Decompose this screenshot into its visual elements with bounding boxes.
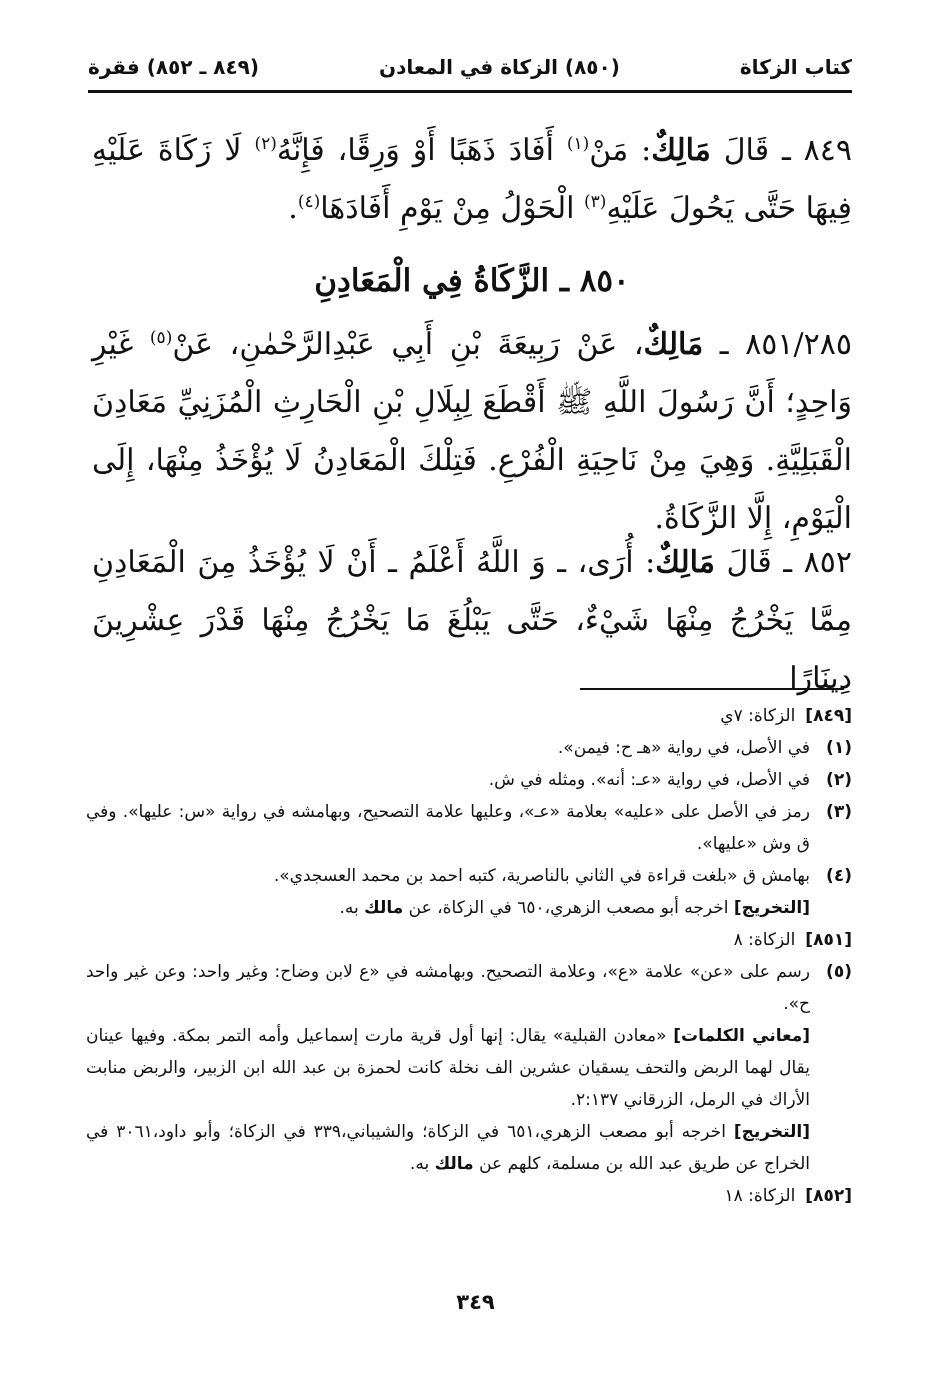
footnote-ref: (١) (566, 134, 590, 154)
header-paragraph-range: (٨٤٩ ـ ٨٥٢) فقرة (88, 55, 260, 79)
footnote-3 (86, 796, 852, 860)
footnote-number: (٢) (826, 770, 852, 790)
footnote-ref: (٤) (297, 192, 321, 212)
paragraph-849: ٨٤٩ ـ قَالَ مَالِكٌ: مَنْ$^{(١)}$ أَفَادَ ذَهَبًا أَوْ وَرِقًا، فَإِنَّهُ$^{(٢)}$ لَا زَكَاةَ عَلَيْهِ فِيهَا حَتَّى يَحُولَ عَلَيْهِ$^{(٣)}$ الْحَوْلُ مِنْ يَوْمِ أَفَادَهَا$^{(٤)}$. (92, 133, 852, 226)
footnotes (86, 700, 852, 1212)
paragraph-number: ٨٤٩ ـ (781, 133, 852, 168)
header-chapter-title: (٨٥٠) الزكاة في المعادن (379, 55, 620, 79)
footnote-ref: (٥) (149, 328, 173, 348)
author-name: مَالِكٌ (651, 133, 711, 168)
word-meanings-label: [معاني الكلمات] (673, 1026, 810, 1046)
running-header (88, 44, 852, 93)
footnote-number: (٣) (826, 802, 852, 822)
footnote-text: في الأصل، في رواية «عـ: أنه». ومثله في ش. (488, 770, 810, 790)
footnote-number: (١) (826, 738, 852, 758)
note-marker: [٨٥١] (805, 930, 852, 950)
footnote-1 (86, 732, 852, 764)
note-852-header (86, 1180, 852, 1212)
header-book-title: كتاب الزكاة (739, 55, 852, 79)
page-number: ٣٤٩ (456, 1290, 495, 1314)
footnote-text: في الأصل، في رواية «هـ ح: فيمن». (557, 738, 810, 758)
note-marker: [٨٥٢] (805, 1186, 852, 1206)
note-marker: [٨٤٩] (805, 706, 852, 726)
footnote-5 (86, 956, 852, 1020)
takhrij-label: [التخريج] (733, 1122, 810, 1142)
note-reference: الزكاة: ٨ (733, 930, 796, 950)
paragraph-851: ٨٥١/٢٨٥ ـ مَالِكٌ، عَنْ رَبِيعَةَ بْنِ أَبِي عَبْدِالرَّحْمٰنِ، عَنْ$^{(٥)}$ غَيْرِ وَاحِدٍ؛ أَنَّ رَسُولَ اللَّهِ ﷺ أَقْطَعَ لِبِلَالِ بْنِ الْحَارِثِ الْمُزَنِيِّ مَعَادِنَ الْقَبَلِيَّةِ. وَهِيَ مِنْ نَاحِيَةِ الْفُرْعِ. فَتِلْكَ الْمَعَادِنُ لَا يُؤْخَذُ مِنْهَا، إِلَى الْيَوْمِ، إِلَّا الزَّكَاةُ. (92, 327, 852, 536)
note-849-header (86, 700, 852, 732)
note-reference: الزكاة: ١٨ (724, 1186, 796, 1206)
footnote-2 (86, 764, 852, 796)
footnote-text: رمز في الأصل على «عليه» بعلامة «عـ»، وعليها علامة التصحيح، وبهامشه في رواية «س: عليها». وفي ق وش «عليها». (86, 802, 810, 854)
note-851-header (86, 924, 852, 956)
takhrij-849: [التخريج] اخرجه أبو مصعب الزهري،٦٥٠ في الزكاة، عن مالك به. (339, 898, 810, 918)
word-meanings: [معاني الكلمات] «معادن القبلية» يقال: إنها أول قرية مارت إسماعيل وأمه التمر بمكة. وفيها عينان يقال لهما الربض والتحف يسقيان عشرين الف نخلة كانت لحمزة بن عبد الله ابن الزبير، والربض منابت الأراك في الرمل، الزرقاني ٢:١٣٧. (86, 1026, 810, 1110)
note-reference: الزكاة: ٧ي (720, 706, 796, 726)
takhrij-851: [التخريج] اخرجه أبو مصعب الزهري،٦٥١ في الزكاة؛ والشيباني،٣٣٩ في الزكاة؛ وأبو داود،٣٠٦١ في الخراج عن طريق عبد الله بن مسلمة، كلهم عن مالك به. (86, 1122, 810, 1174)
footnote-number: (٥) (826, 962, 852, 982)
paragraph-number: ٨٥١/٢٨٥ ـ (719, 327, 852, 362)
author-name: مَالِكٌ (655, 545, 715, 580)
paragraph-number: ٨٥٢ ـ (783, 545, 852, 580)
footnote-4 (86, 860, 852, 892)
footnote-ref: (٢) (254, 134, 277, 154)
takhrij-label: [التخريج] (733, 898, 810, 918)
footnote-number: (٤) (826, 866, 852, 886)
author-name: مَالِكٌ (643, 327, 704, 362)
footnote-divider (580, 688, 844, 690)
footnote-text: رسم على «عن» علامة «ع»، وعلامة التصحيح. وبهامشه في «ع لابن وضاح: وغير واحد: وعن غير واحد ح». (86, 962, 810, 1014)
footnote-ref: (٣) (584, 192, 607, 212)
footnote-text: بهامش ق «بلغت قراءة في الثاني بالناصرية، كتبه احمد بن محمد العسجدي». (273, 866, 810, 886)
section-title: ٨٥٠ ـ الزَّكَاةُ فِي الْمَعَادِنِ (314, 263, 630, 299)
paragraph-852: ٨٥٢ ـ قَالَ مَالِكٌ: أُرَى، ـ وَ اللَّهُ أَعْلَمُ ـ أَنْ لَا يُؤْخَذُ مِنَ الْمَعَادِنِ مِمَّا يَخْرُجُ مِنْهَا شَيْءٌ، حَتَّى يَبْلُغَ مَا يَخْرُجُ مِنْهَا قَدْرَ عِشْرِينَ دِينَارًا (92, 545, 852, 696)
